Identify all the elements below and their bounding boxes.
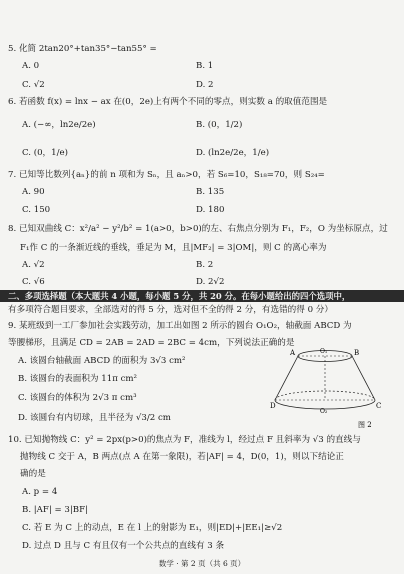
frustum-figure xyxy=(270,345,396,431)
label-o2: O₂ xyxy=(320,408,328,415)
q10-option-d: D. 过点 D 且与 C 有且仅有一个公共点的直线有 3 条 xyxy=(22,541,225,551)
left-slant xyxy=(275,356,298,400)
question-10-stem-line2: 抛物线 C 交于 A，B 两点(点 A 在第一象限)，若|AF| = 4，D(0，1)，则以下结论正 xyxy=(20,452,344,462)
right-slant xyxy=(352,356,375,400)
q5-option-c: C. √2 xyxy=(22,80,45,90)
label-c: C xyxy=(376,402,382,410)
question-8-stem-line2: F₁作 C 的一条渐近线的垂线，垂足为 M，且|MF₂| = 3|OM|，则 C 的离心率为 xyxy=(20,243,327,253)
question-6-stem xyxy=(8,97,327,107)
q7-option-c: C. 150 xyxy=(22,205,51,215)
q5-option-d: D. 2 xyxy=(196,80,214,90)
section-header-text: 二、多项选择题（本大题共 4 小题，每小题 5 分，共 20 分。在每小题给出的四个选项中， xyxy=(8,291,351,301)
question-10-stem-line3: 确的是 xyxy=(20,469,46,479)
section-header-line2: 有多项符合题目要求，全部选对的得 5 分，选对但不全的得 2 分，有选错的得 0 分） xyxy=(8,305,333,315)
q6-option-b: B. (0，1/2) xyxy=(196,120,243,130)
q10-option-c: C. 若 E 为 C 上的动点，E 在 l 上的射影为 E₁，则|ED|+|EE₁|≥√2 xyxy=(22,523,283,533)
q6-option-d: D. (ln2e/2e，1/e) xyxy=(196,148,270,158)
question-text: 若函数 f(x) = lnx − ax 在(0，2e)上有两个不同的零点，则实数 a 的取值范围是 xyxy=(18,97,328,107)
question-9-stem-line2: 等腰梯形，且满足 CD = 2AB = 2AD = 2BC = 4cm，下列说法正确的是 xyxy=(8,338,295,348)
question-number: 5. xyxy=(8,44,17,54)
q6-option-c: C. (0，1/e) xyxy=(22,148,68,158)
q9-option-a: A. 该圆台轴截面 ABCD 的面积为 3√3 cm² xyxy=(18,356,186,366)
q8-option-c: C. √6 xyxy=(22,277,45,287)
section-header-banner xyxy=(0,290,404,302)
q9-option-b: B. 该圆台的表面积为 11π cm² xyxy=(18,374,137,384)
q7-option-b: B. 135 xyxy=(196,187,225,197)
question-text: 化简 2tan20°+tan35°−tan55° = xyxy=(18,44,157,54)
label-d: D xyxy=(270,402,276,410)
q8-option-d: D. 2√2 xyxy=(196,277,225,287)
question-text: 已知抛物线 C：y² = 2px(p>0)的焦点为 F，准线为 l，经过点 F 且斜率为 √3 的直线与 xyxy=(24,435,361,445)
question-10-stem-line1 xyxy=(8,435,361,445)
question-9-stem-line1 xyxy=(8,321,352,331)
q7-option-d: D. 180 xyxy=(196,205,225,215)
q9-option-c: C. 该圆台的体积为 2√3 π cm³ xyxy=(18,393,137,403)
label-a: A xyxy=(290,349,296,357)
q8-option-a: A. √2 xyxy=(22,260,45,270)
figure-caption: 图 2 xyxy=(358,421,372,429)
question-number: 7. xyxy=(8,170,17,180)
q5-option-b: B. 1 xyxy=(196,61,214,71)
q8-option-b: B. 2 xyxy=(196,260,214,270)
question-5-stem xyxy=(8,44,157,54)
label-b: B xyxy=(354,349,360,357)
page-footer: 数学 · 第 2 页（共 6 页） xyxy=(158,559,246,568)
q10-option-b: B. |AF| = 3|BF| xyxy=(22,505,88,515)
q5-option-a: A. 0 xyxy=(22,61,40,71)
q9-option-d: D. 该圆台有内切球，且半径为 √3/2 cm xyxy=(18,413,171,423)
question-number: 10. xyxy=(8,435,22,445)
question-text: 已知双曲线 C：x²/a² − y²/b² = 1(a>0，b>0)的左、右焦点分别为 F₁，F₂，O 为坐标原点，过 xyxy=(18,224,388,234)
q7-option-a: A. 90 xyxy=(22,187,45,197)
q6-option-a: A. (−∞，ln2e/2e) xyxy=(22,120,96,130)
question-number: 6. xyxy=(8,97,17,107)
question-text: 某班级到一工厂参加社会实践劳动，加工出如图 2 所示的圆台 O₁O₂，轴截面 ABCD 为 xyxy=(18,321,352,331)
q10-option-a: A. p = 4 xyxy=(22,487,58,497)
question-8-stem-line1 xyxy=(8,224,388,234)
question-number: 8. xyxy=(8,224,17,234)
question-text: 已知等比数列{aₙ}的前 n 项和为 Sₙ，且 aₙ>0，若 S₆=10，S₁₈=70，则 S₂₄= xyxy=(18,170,325,180)
question-7-stem xyxy=(8,170,325,180)
question-number: 9. xyxy=(8,321,17,331)
label-o1: O₁ xyxy=(320,348,328,355)
